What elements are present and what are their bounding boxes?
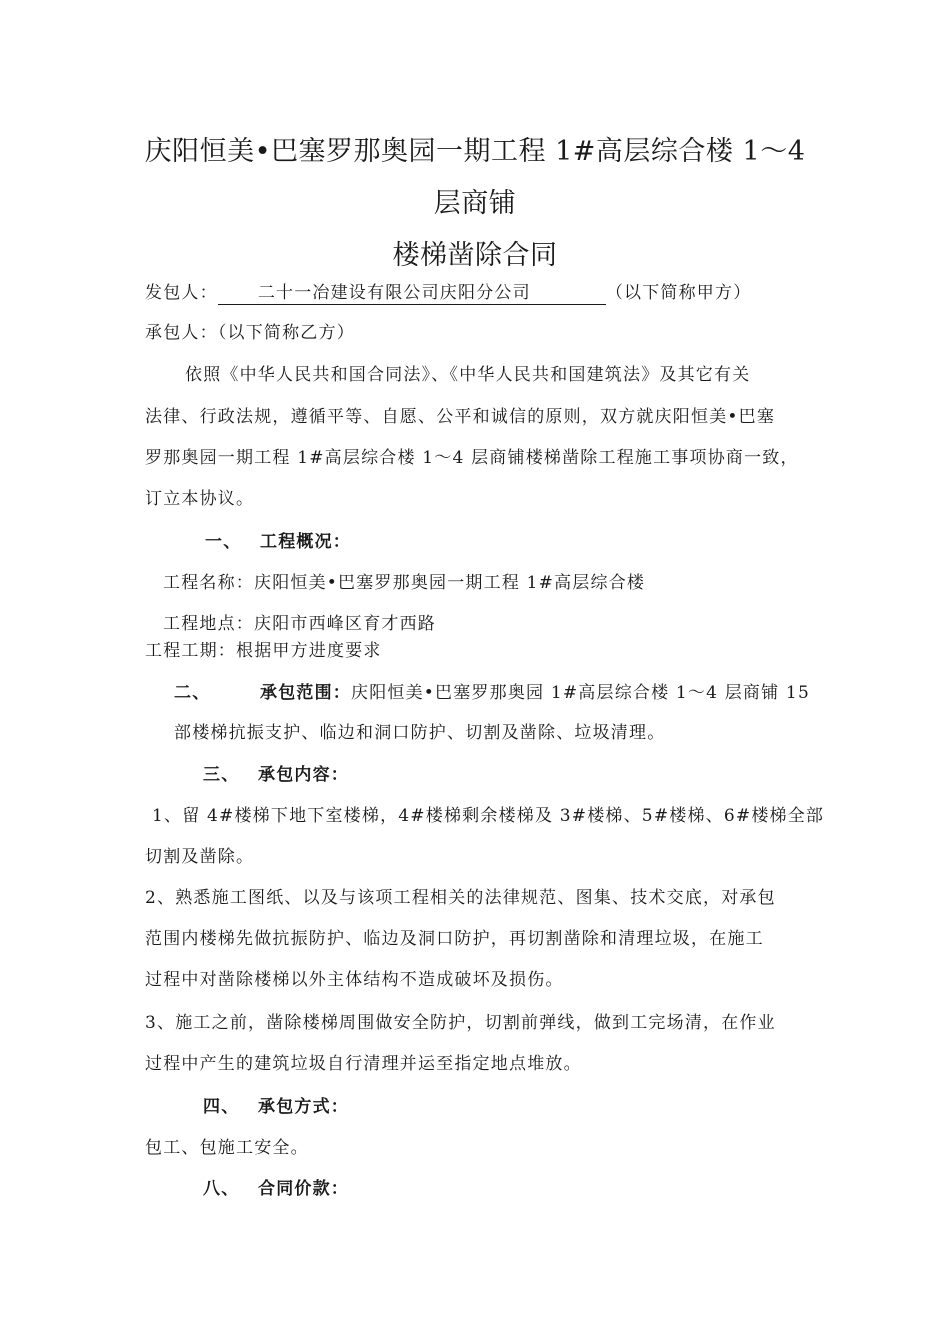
intro-line-3: 罗那奥园一期工程 1#高层综合楼 1～4 层商铺楼梯凿除工程施工事项协商一致， [145,448,799,468]
employer-name: 二十一冶建设有限公司庆阳分公司 [218,282,606,305]
intro-line-2: 法律、行政法规，遵循平等、自愿、公平和诚信的原则，双方就庆阳恒美•巴塞 [145,407,776,427]
section1-number: 一、 [205,532,242,552]
section2-title: 承包范围： [260,683,351,703]
contractor-suffix: （以下简称乙方） [217,323,355,343]
section3-item2-line-2: 范围内楼梯先做抗振防护、临边及洞口防护，再切割凿除和清理垃圾，在施工 [145,929,764,949]
section4-heading [203,1094,349,1120]
section3-item3-line-1: 3、施工之前，凿除楼梯周围做安全防护，切割前弹线，做到工完场清，在作业 [145,1013,776,1033]
section8-number: 八、 [203,1179,240,1199]
section3-heading [203,762,349,788]
title-line-2: 楼梯凿除合同 [392,240,558,271]
section4-text: 包工、包施工安全。 [145,1138,309,1158]
section3-item2-line-3: 过程中对凿除楼梯以外主体结构不造成破坏及损伤。 [145,970,564,990]
section8-title: 合同价款： [258,1179,349,1199]
section3-number: 三、 [203,765,240,785]
section2-line-2: 部楼梯抗振支护、临边和洞口防护、切割及凿除、垃圾清理。 [174,723,666,743]
employer-suffix: （以下简称甲方） [605,283,752,303]
section2-line-1 [174,680,810,706]
employer-label: 发包人： [145,283,218,303]
section4-title: 承包方式： [258,1097,349,1117]
intro-line-1: 依照《中华人民共和国合同法》、《中华人民共和国建筑法》及其它有关 [185,365,751,385]
section3-item1-line-1: 1、留 4#楼梯下地下室楼梯，4#楼梯剩余楼梯及 3#楼梯、5#楼梯、6#楼梯全部 [152,806,825,826]
section2-number: 二、 [174,683,211,703]
project-period: 工程工期：根据甲方进度要求 [145,641,382,661]
section3-item3-line-2: 过程中产生的建筑垃圾自行清理并运至指定地点堆放。 [145,1054,582,1074]
title-line-1: 庆阳恒美•巴塞罗那奥园一期工程 1#高层综合楼 1～4 层商铺 [144,136,806,219]
section3-title: 承包内容： [258,765,349,785]
employer-line [145,280,751,306]
project-name: 工程名称：庆阳恒美•巴塞罗那奥园一期工程 1#高层综合楼 [163,573,646,593]
section1-heading [205,529,351,555]
section3-item1-line-2: 切割及凿除。 [145,847,255,867]
section2-text-1: 庆阳恒美•巴塞罗那奥园 1#高层综合楼 1～4 层商铺 15 [351,683,810,703]
project-location: 工程地点：庆阳市西峰区育才西路 [163,614,436,634]
section1-title: 工程概况： [260,532,351,552]
section3-item2-line-1: 2、熟悉施工图纸、以及与该项工程相关的法律规范、图集、技术交底，对承包 [145,888,776,908]
section8-heading [203,1176,349,1202]
intro-line-4: 订立本协议。 [145,489,255,509]
contractor-label: 承包人： [145,323,218,343]
section4-number: 四、 [203,1097,240,1117]
document-title [130,126,820,282]
contractor-line [145,320,355,346]
